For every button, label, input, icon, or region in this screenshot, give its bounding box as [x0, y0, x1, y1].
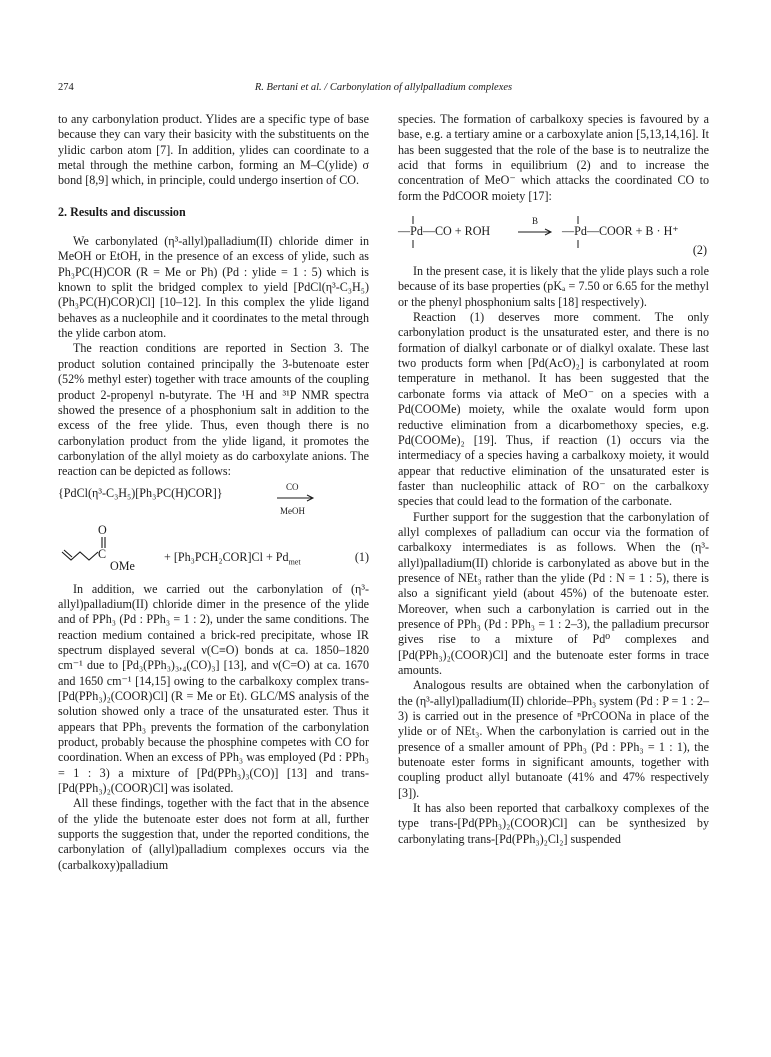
- carbonyl-carbon: C: [98, 546, 107, 561]
- paragraph: In addition, we carried out the carbonylation of (η³-allyl)palladium(II) chloride dimer in the presence of the ylide and of PPh₃ (Pd : PPh₃ = 1 : 2), under the same conditions. The reaction medium contained a brick-red precipitate, whose IR spectrum displayed several ν(C≡O) bonds at ca. 1850–1820 cm⁻¹ due to [Pd₃(PPh₃)₃,₄(CO)₃] [13], and ν(C=O) at ca. 1670 and 1650 cm⁻¹ [14,15] owing to the carbalkoxy complex trans-[Pd(PPh₃)₂(COOR)Cl] (R = Me or Et). GLC/MS analysis of the solution showed only a trace of the unsaturated ester. Thus it appears that PPh₃ prevents the formation of the carbonylation product, probably because the phosphine competes with CO for coordination. When an excess of PPh₃ was employed (Pd : PPh₃ = 1 : 3) a mixture of [Pd(PPh₃)₃(CO)] [13] and trans-[Pd(PPh₃)₂(COOR)Cl] was isolated.: [58, 581, 369, 796]
- paragraph: Reaction (1) deserves more comment. The only carbonylation product is the unsaturated ester, and there is no formation of dialkyl carbonate or of dialkyl oxalate. These last two products form when [Pd(AcO)₂] is carbonylated at room temperature in methanol. It has been suggested that the carbonate forms via attack of MeO⁻ on a species with a Pd(COOMe) moiety, while the oxalate would form upon reductive elimination from a dicarbomethoxy species, e.g. Pd(COOMe)₂ [19]. Thus, if reaction (1) occurs via the intermediacy of a species having a carbalkoxy moiety, it would appear that reductive elimination of the unsaturated ester is faster than nucleophilic attack of RO⁻ on the carbalkoxy species that could lead to the formation of the carbonate.: [398, 310, 709, 509]
- paragraph: to any carbonylation product. Ylides are a specific type of base because they can vary their basicity with the substituents on the ylidic carbon atom [7]. In addition, ylides can coordinate to a metal through the methine carbon, forming an M–C(ylide) σ bond [8,9] which, in principle, could undergo insertion of CO.: [58, 112, 369, 188]
- left-column: [58, 112, 369, 873]
- paragraph: The reaction conditions are reported in Section 3. The product solution contained principally the 3-butenoate ester (52% methyl ester) together with trace amounts of the coupling product 2-propenyl n-butyrate. The ¹H and ³¹P NMR spectra showed the presence of a phosphonium salt in addition to the excess of the free ylide. Thus, even though there is no carbonylation product from the ylide ligand, it promotes the carbonylation of the allyl moiety as do carboxylate anions. The reaction can be depicted as follows:: [58, 341, 369, 479]
- equation-number: (1): [354, 549, 369, 564]
- page-number: 274: [58, 82, 74, 93]
- running-head: [58, 82, 709, 96]
- methoxy-group: OMe: [110, 558, 135, 573]
- paragraph: We carbonylated (η³-allyl)palladium(II) chloride dimer in MeOH or EtOH, in the presence of an excess of ylide, such as Ph₃PC(H)COR (R = Me or Ph) (Pd : ylide = 1 : 5) which is known to split the bridged complex to yield [PdCl(η³-C₃H₅)(Ph₃PC(H)COR)Cl] [10–12]. In this complex the ylide ligand behaves as a nucleophile and it coordinates to the metal through the ylide carbon atom.: [58, 234, 369, 341]
- scheme-reactant: {PdCl(η³-C₃H₅)[Ph₃PC(H)COR]}: [58, 485, 223, 500]
- equation-left: —Pd—CO + ROH: [398, 224, 491, 239]
- section-heading: 2. Results and discussion: [58, 204, 186, 219]
- paragraph: Analogous results are obtained when the carbonylation of the (η³-allyl)palladium(II) chloride–PPh₃ system (Pd : P = 1 : 2–3) is carried out in the presence of ⁿPrCOONa in place of the ylide or of NEt₃. When the carbonylation is carried out in the presence of a smaller amount of PPh₃ (Pd : PPh₃ = 1 : 1), the butenoate ester forms in significant amounts, together with coupling product allyl butanoate (41% and 47% respectively [3]).: [398, 678, 709, 800]
- carbonyl-oxygen: O: [98, 522, 107, 537]
- running-title: R. Bertani et al. / Carbonylation of allylpalladium complexes: [254, 82, 513, 93]
- equation-right: —Pd—COOR + B · H⁺: [562, 224, 679, 239]
- equilibrium-equation-2: [398, 210, 709, 257]
- paragraph: species. The formation of carbalkoxy species is favoured by a base, e.g. a tertiary amine or a carboxylate anion [5,13,14,16]. It has been suggested that the role of the base is to neutralize the acid that forms in equilibrium (2) and to increase the concentration of MeO⁻ which attacks the coordinated CO to form the PdCOOR moiety [17]:: [398, 112, 709, 203]
- scheme-arrow-label-bottom: MeOH: [280, 505, 305, 516]
- reaction-scheme-1: [58, 481, 369, 576]
- scheme-products: + $[Ph_3PCH_2COR]Cl + Pd_{met}$: [164, 549, 301, 566]
- paragraph: Further support for the suggestion that the carbonylation of allyl complexes of palladium can occur via the formation of carbalkoxy intermediates is as follows. When the (η³-allyl)palladium(II) chloride is carbonylated as above but in the presence of NEt₃ rather than the ylide (Pd : N = 1 : 5), there is also a significant yield (about 45%) of the butenoate ester. Moreover, when such a carbonylation is carried out in the presence of PPh₃ (Pd : PPh₃ = 1 : 2–3), the palladium precursor gives rise to a mixture of Pd⁰ complexes and [Pd(PPh₃)₂(COOR)Cl] and the butenoate ester forms in trace amounts.: [398, 509, 709, 677]
- scheme-arrow-label-top: CO: [286, 481, 299, 492]
- right-column: [398, 112, 709, 847]
- paragraph: It has also been reported that carbalkoxy complexes of the type trans-[Pd(PPh₃)₂(COOR)Cl] can be synthesized by carbonylating trans-[Pd(PPh₃)₂Cl₂] suspended: [398, 801, 709, 846]
- paragraph: All these findings, together with the fact that in the absence of the ylide the butenoate ester does not form at all, further supports the suggestion that, under the reported conditions, the carbonylation of (allyl)palladium complexes occurs via the (carbalkoxy)palladium: [58, 796, 369, 872]
- equation-number: (2): [692, 242, 707, 257]
- equation-arrow-label: B: [532, 216, 539, 227]
- paragraph: In the present case, it is likely that the ylide plays such a role because of its base properties (pKₐ = 7.50 or 6.65 for the methyl or the phenyl phosphonium salts [18] respectively).: [398, 264, 709, 309]
- reaction-arrow: [276, 493, 316, 503]
